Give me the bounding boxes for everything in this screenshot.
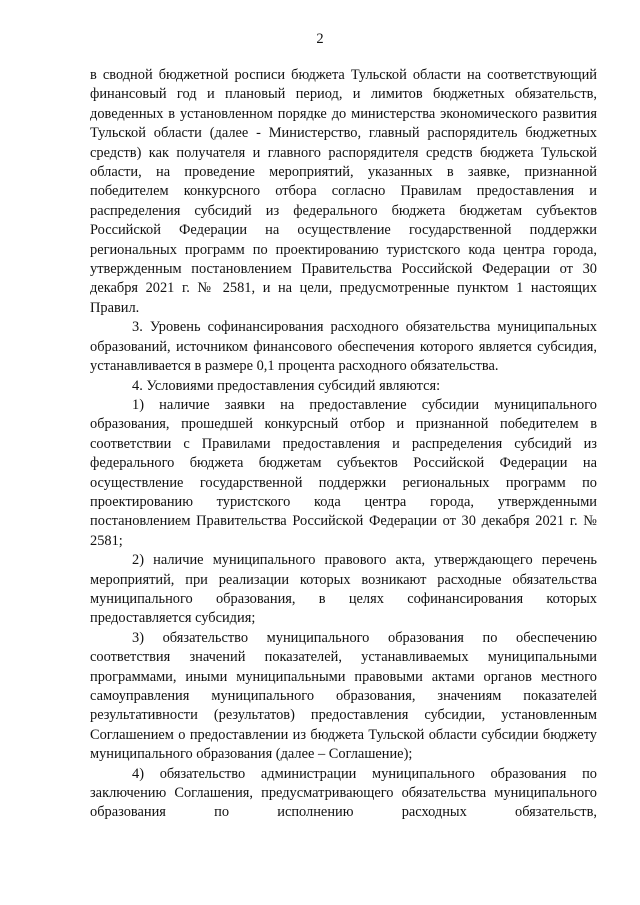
paragraph-item-4: 4. Условиями предоставления субсидий являются: xyxy=(132,377,441,394)
paragraph-subitem-1: 1) наличие заявки на предоставление субсидии муниципального образования, прошедшей конкурсный отбор и признанной победителем в соответствии с Правилами предоставления и распределения субсидий из федерального бюджета бюджетам субъектов Российской Федерации на осуществление государственной поддержки региональных программ по проектированию туристского кода центра города, утвержденными постановлением Правительства Российской Федерации от 30 декабря 2021 г. № 2581; xyxy=(90,396,597,549)
paragraph-item-3: 3. Уровень софинансирования расходного обязательства муниципальных образований, источником финансового обеспечения которого является субсидия, устанавливается в размере 0,1 процента расходного обязательства. xyxy=(90,319,597,375)
document-body xyxy=(90,66,597,823)
page-number: 2 xyxy=(316,31,324,47)
paragraph-subitem-3: 3) обязательство муниципального образования по обеспечению соответствия значений показателей, устанавливаемых муниципальными программами, иными муниципальными правовыми актами органов местного самоуправления муниципального образования, значениям показателей результативности (результатов) предоставления субсидии, установленным Соглашением о предоставлении из бюджета Тульской области субсидии бюджету муниципального образования (далее – Соглашение); xyxy=(90,629,597,763)
paragraph-subitem-2: 2) наличие муниципального правового акта, утверждающего перечень мероприятий, при реализации которых возникают расходные обязательства муниципального образования, в целях софинансирования которых предоставляется субсидия; xyxy=(90,552,597,627)
paragraph-continuation: в сводной бюджетной росписи бюджета Тульской области на соответствующий финансовый год и плановый период, и лимитов бюджетных обязательств, доведенных в установленном порядке до министерства экономического развития Тульской области (далее - Министерство, главный распорядитель бюджетных средств) как получателя и главного распорядителя средств бюджета Тульской области, на проведение мероприятий, указанных в заявке, признанной победителем конкурсного отбора согласно Правилам предоставления и распределения субсидий из федерального бюджета бюджетам субъектов Российской Федерации на осуществление государственной поддержки региональных программ по проектированию туристского кода центра города, утвержденным постановлением Правительства Российской Федерации от 30 декабря 2021 г. № 2581, и на цели, предусмотренные пунктом 1 настоящих Правил. xyxy=(90,67,597,316)
paragraph-subitem-4: 4) обязательство администрации муниципального образования по заключению Соглашения, предусматривающего обязательства муниципального образования по исполнению расходных обязательств, xyxy=(90,765,597,821)
